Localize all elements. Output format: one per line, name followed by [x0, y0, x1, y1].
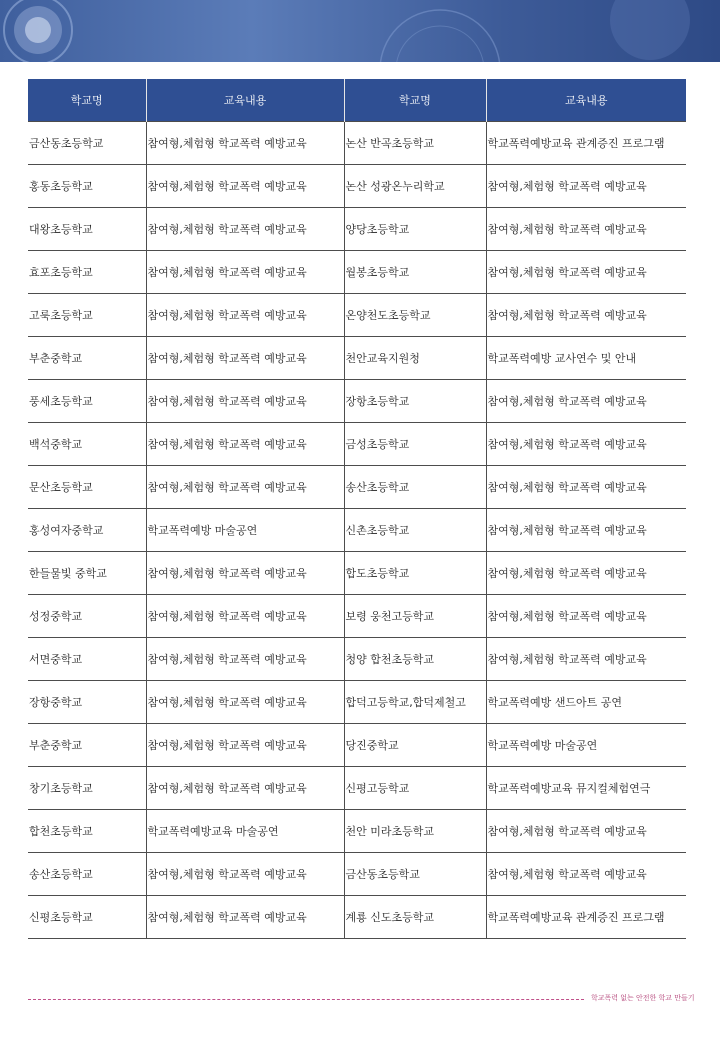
- school-name-cell: 한들물빛 중학교: [28, 552, 146, 595]
- school-name-cell: 풍세초등학교: [28, 380, 146, 423]
- table-row: [28, 466, 686, 509]
- education-content-cell: 참여형,체험형 학교폭력 예방교육: [146, 337, 344, 380]
- school-name-cell: 홍성여자중학교: [28, 509, 146, 552]
- school-name-cell: 고룩초등학교: [28, 294, 146, 337]
- table-row: [28, 380, 686, 423]
- education-content-cell: 학교폭력예방 마술공연: [486, 724, 686, 767]
- header-education-content-1: 교육내용: [146, 79, 344, 122]
- school-name-cell: 금성초등학교: [344, 423, 486, 466]
- school-name-cell: 문산초등학교: [28, 466, 146, 509]
- school-name-cell: 논산 반곡초등학교: [344, 122, 486, 165]
- school-name-cell: 송산초등학교: [28, 853, 146, 896]
- header-banner: [0, 0, 720, 62]
- school-name-cell: 청양 합천초등학교: [344, 638, 486, 681]
- school-name-cell: 금산동초등학교: [28, 122, 146, 165]
- education-content-cell: 참여형,체험형 학교폭력 예방교육: [486, 165, 686, 208]
- school-name-cell: 합천초등학교: [28, 810, 146, 853]
- education-content-cell: 참여형,체험형 학교폭력 예방교육: [146, 423, 344, 466]
- education-content-cell: 참여형,체험형 학교폭력 예방교육: [146, 122, 344, 165]
- table-row: [28, 638, 686, 681]
- school-name-cell: 서면중학교: [28, 638, 146, 681]
- header-education-content-2: 교육내용: [486, 79, 686, 122]
- table-row: [28, 896, 686, 939]
- school-name-cell: 월봉초등학교: [344, 251, 486, 294]
- school-name-cell: 당진중학교: [344, 724, 486, 767]
- school-name-cell: 금산동초등학교: [344, 853, 486, 896]
- education-content-cell: 참여형,체험형 학교폭력 예방교육: [146, 853, 344, 896]
- education-content-cell: 참여형,체험형 학교폭력 예방교육: [146, 681, 344, 724]
- footer-divider: [28, 999, 584, 1000]
- education-content-cell: 참여형,체험형 학교폭력 예방교육: [486, 595, 686, 638]
- education-content-cell: 참여형,체험형 학교폭력 예방교육: [486, 466, 686, 509]
- school-name-cell: 장항중학교: [28, 681, 146, 724]
- education-content-cell: 참여형,체험형 학교폭력 예방교육: [146, 165, 344, 208]
- school-name-cell: 부춘중학교: [28, 724, 146, 767]
- education-content-cell: 참여형,체험형 학교폭력 예방교육: [486, 380, 686, 423]
- education-content-cell: 참여형,체험형 학교폭력 예방교육: [146, 466, 344, 509]
- banner-decoration: [0, 0, 720, 62]
- table-row: [28, 251, 686, 294]
- education-content-cell: 참여형,체험형 학교폭력 예방교육: [146, 896, 344, 939]
- school-name-cell: 부춘중학교: [28, 337, 146, 380]
- header-school-name-2: 학교명: [344, 79, 486, 122]
- education-content-cell: 학교폭력예방교육 마술공연: [146, 810, 344, 853]
- table-row: [28, 767, 686, 810]
- school-name-cell: 합도초등학교: [344, 552, 486, 595]
- school-name-cell: 보령 웅천고등학교: [344, 595, 486, 638]
- education-content-cell: 참여형,체험형 학교폭력 예방교육: [146, 767, 344, 810]
- education-content-cell: 참여형,체험형 학교폭력 예방교육: [486, 552, 686, 595]
- education-content-cell: 참여형,체험형 학교폭력 예방교육: [486, 208, 686, 251]
- school-name-cell: 천안교육지원청: [344, 337, 486, 380]
- education-content-cell: 참여형,체험형 학교폭력 예방교육: [146, 208, 344, 251]
- education-content-cell: 참여형,체험형 학교폭력 예방교육: [486, 853, 686, 896]
- education-content-cell: 학교폭력예방교육 관계증진 프로그램: [486, 122, 686, 165]
- school-name-cell: 신평초등학교: [28, 896, 146, 939]
- school-name-cell: 홍동초등학교: [28, 165, 146, 208]
- education-content-cell: 참여형,체험형 학교폭력 예방교육: [146, 380, 344, 423]
- education-content-cell: 참여형,체험형 학교폭력 예방교육: [146, 251, 344, 294]
- header-school-name-1: 학교명: [28, 79, 146, 122]
- education-content-cell: 참여형,체험형 학교폭력 예방교육: [486, 294, 686, 337]
- table-row: [28, 165, 686, 208]
- table-row: [28, 724, 686, 767]
- school-name-cell: 양당초등학교: [344, 208, 486, 251]
- school-name-cell: 성정중학교: [28, 595, 146, 638]
- table-body: [28, 122, 686, 939]
- table-row: [28, 595, 686, 638]
- education-content-cell: 참여형,체험형 학교폭력 예방교육: [146, 595, 344, 638]
- school-name-cell: 천안 미라초등학교: [344, 810, 486, 853]
- footer-slogan: 학교폭력 없는 안전한 학교 만들기: [591, 994, 695, 1002]
- table-row: [28, 423, 686, 466]
- school-name-cell: 신촌초등학교: [344, 509, 486, 552]
- education-content-cell: 참여형,체험형 학교폭력 예방교육: [486, 423, 686, 466]
- school-name-cell: 계룡 신도초등학교: [344, 896, 486, 939]
- table-row: [28, 552, 686, 595]
- education-content-cell: 참여형,체험형 학교폭력 예방교육: [146, 294, 344, 337]
- school-name-cell: 온양천도초등학교: [344, 294, 486, 337]
- education-content-cell: 참여형,체험형 학교폭력 예방교육: [146, 638, 344, 681]
- table-row: [28, 509, 686, 552]
- education-content-cell: 학교폭력예방 마술공연: [146, 509, 344, 552]
- table-row: [28, 122, 686, 165]
- school-program-table: [28, 79, 686, 939]
- table-row: [28, 294, 686, 337]
- school-name-cell: 송산초등학교: [344, 466, 486, 509]
- education-content-cell: 참여형,체험형 학교폭력 예방교육: [486, 638, 686, 681]
- school-name-cell: 합덕고등학교,합덕제철고: [344, 681, 486, 724]
- education-content-cell: 학교폭력예방 교사연수 및 안내: [486, 337, 686, 380]
- education-content-cell: 참여형,체험형 학교폭력 예방교육: [486, 251, 686, 294]
- table-row: [28, 681, 686, 724]
- table-row: [28, 810, 686, 853]
- school-name-cell: 효포초등학교: [28, 251, 146, 294]
- education-content-cell: 참여형,체험형 학교폭력 예방교육: [146, 724, 344, 767]
- table-row: [28, 208, 686, 251]
- school-name-cell: 신평고등학교: [344, 767, 486, 810]
- table-row: [28, 337, 686, 380]
- school-name-cell: 백석중학교: [28, 423, 146, 466]
- school-name-cell: 장항초등학교: [344, 380, 486, 423]
- school-name-cell: 창기초등학교: [28, 767, 146, 810]
- table-row: [28, 853, 686, 896]
- school-name-cell: 논산 성광온누리학교: [344, 165, 486, 208]
- education-content-cell: 학교폭력예방 샌드아트 공연: [486, 681, 686, 724]
- education-content-cell: 참여형,체험형 학교폭력 예방교육: [486, 810, 686, 853]
- table-header-row: [28, 79, 686, 122]
- education-content-cell: 참여형,체험형 학교폭력 예방교육: [146, 552, 344, 595]
- education-content-cell: 학교폭력예방교육 관계증진 프로그램: [486, 896, 686, 939]
- education-content-cell: 참여형,체험형 학교폭력 예방교육: [486, 509, 686, 552]
- school-name-cell: 대왕초등학교: [28, 208, 146, 251]
- education-content-cell: 학교폭력예방교육 뮤지컬체험연극: [486, 767, 686, 810]
